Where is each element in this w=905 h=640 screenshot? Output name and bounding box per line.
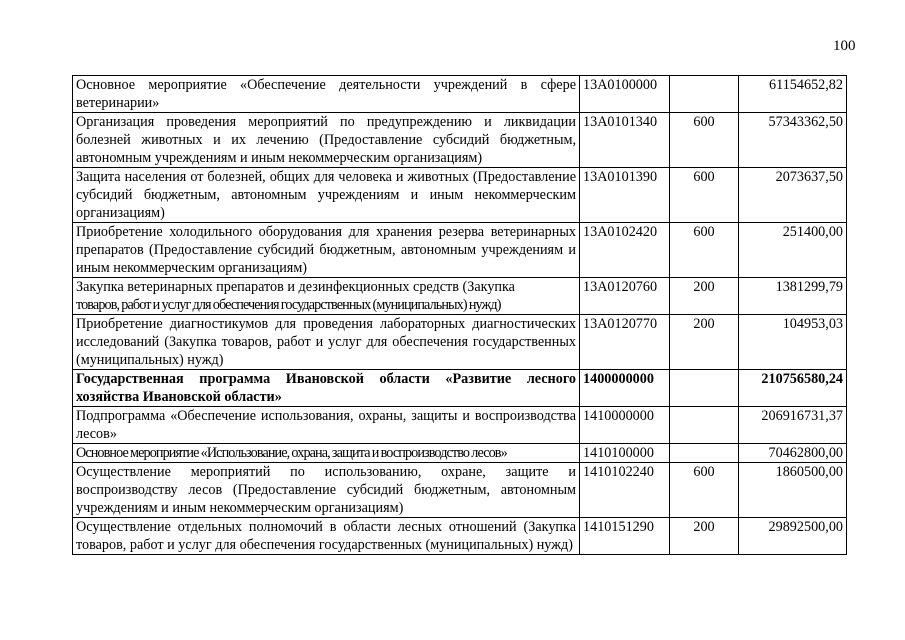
row-sum: 57343362,50 [739,113,847,168]
row-name: Организация проведения мероприятий по предупреждению и ликвидации болезней животных и их лечению (Предоставление субсидий бюджетным, автономным учреждениям и иным некоммерческим организациям) [73,113,580,168]
row-name: Осуществление мероприятий по использованию, охране, защите и воспроизводству лесов (Предоставление субсидий бюджетным, автономным учреждениям и иным некоммерческим организациям) [73,463,580,518]
table-row [73,278,847,315]
row-target-code: 1400000000 [580,370,670,407]
table-row [73,444,847,463]
row-expense-type [670,407,739,444]
row-sum: 1860500,00 [739,463,847,518]
row-expense-type: 600 [670,113,739,168]
row-target-code: 1410100000 [580,444,670,463]
budget-table [72,75,847,555]
row-expense-type: 600 [670,223,739,278]
row-name-line1: Закупка ветеринарных препаратов и дезинфекционных средств (Закупка [76,279,515,295]
row-expense-type: 200 [670,278,739,315]
row-expense-type [670,370,739,407]
row-target-code: 1410102240 [580,463,670,518]
row-sum: 104953,03 [739,315,847,370]
row-target-code: 13А0120770 [580,315,670,370]
row-target-code: 13А0102420 [580,223,670,278]
row-target-code: 13А0101340 [580,113,670,168]
row-sum: 2073637,50 [739,168,847,223]
row-sum: 210756580,24 [739,370,847,407]
table-row [73,113,847,168]
table-row [73,315,847,370]
row-target-code: 13А0120760 [580,278,670,315]
row-target-code: 1410000000 [580,407,670,444]
table-row-program [73,370,847,407]
table-row [73,463,847,518]
table-row [73,76,847,113]
table-row [73,168,847,223]
row-expense-type: 600 [670,168,739,223]
row-expense-type [670,76,739,113]
row-name: Осуществление отдельных полномочий в области лесных отношений (Закупка товаров, работ и услуг для обеспечения государственных (муниципальных) нужд) [73,518,580,555]
row-target-code: 13А0100000 [580,76,670,113]
row-expense-type: 200 [670,315,739,370]
row-name: Государственная программа Ивановской области «Развитие лесного хозяйства Ивановской области» [73,370,580,407]
row-sum: 61154652,82 [739,76,847,113]
row-name: Подпрограмма «Обеспечение использования, охраны, защиты и воспроизводства лесов» [73,407,580,444]
row-name: Приобретение диагностикумов для проведения лабораторных диагностических исследований (Закупка товаров, работ и услуг для обеспечения государственных (муниципальных) нужд) [73,315,580,370]
table-row [73,223,847,278]
row-name: Приобретение холодильного оборудования для хранения резерва ветеринарных препаратов (Предоставление субсидий бюджетным, автономным учреждениям и иным некоммерческим организациям) [73,223,580,278]
row-name: Основное мероприятие «Обеспечение деятельности учреждений в сфере ветеринарии» [73,76,580,113]
row-sum: 70462800,00 [739,444,847,463]
row-expense-type: 200 [670,518,739,555]
row-expense-type: 600 [670,463,739,518]
row-name: Защита населения от болезней, общих для человека и животных (Предоставление субсидий бюджетным, автономным учреждениям и иным некоммерческим организациям) [73,168,580,223]
row-sum: 29892500,00 [739,518,847,555]
page-number: 100 [833,38,856,54]
row-sum: 251400,00 [739,223,847,278]
row-name: Основное мероприятие «Использование, охрана, защита и воспроизводство лесов» [73,444,580,463]
row-sum: 1381299,79 [739,278,847,315]
row-name [73,278,580,315]
table-row [73,407,847,444]
table-row [73,518,847,555]
row-name-line2: товаров, работ и услуг для обеспечения государственных (муниципальных) нужд) [76,297,501,313]
row-target-code: 13А0101390 [580,168,670,223]
row-sum: 206916731,37 [739,407,847,444]
row-expense-type [670,444,739,463]
row-target-code: 1410151290 [580,518,670,555]
